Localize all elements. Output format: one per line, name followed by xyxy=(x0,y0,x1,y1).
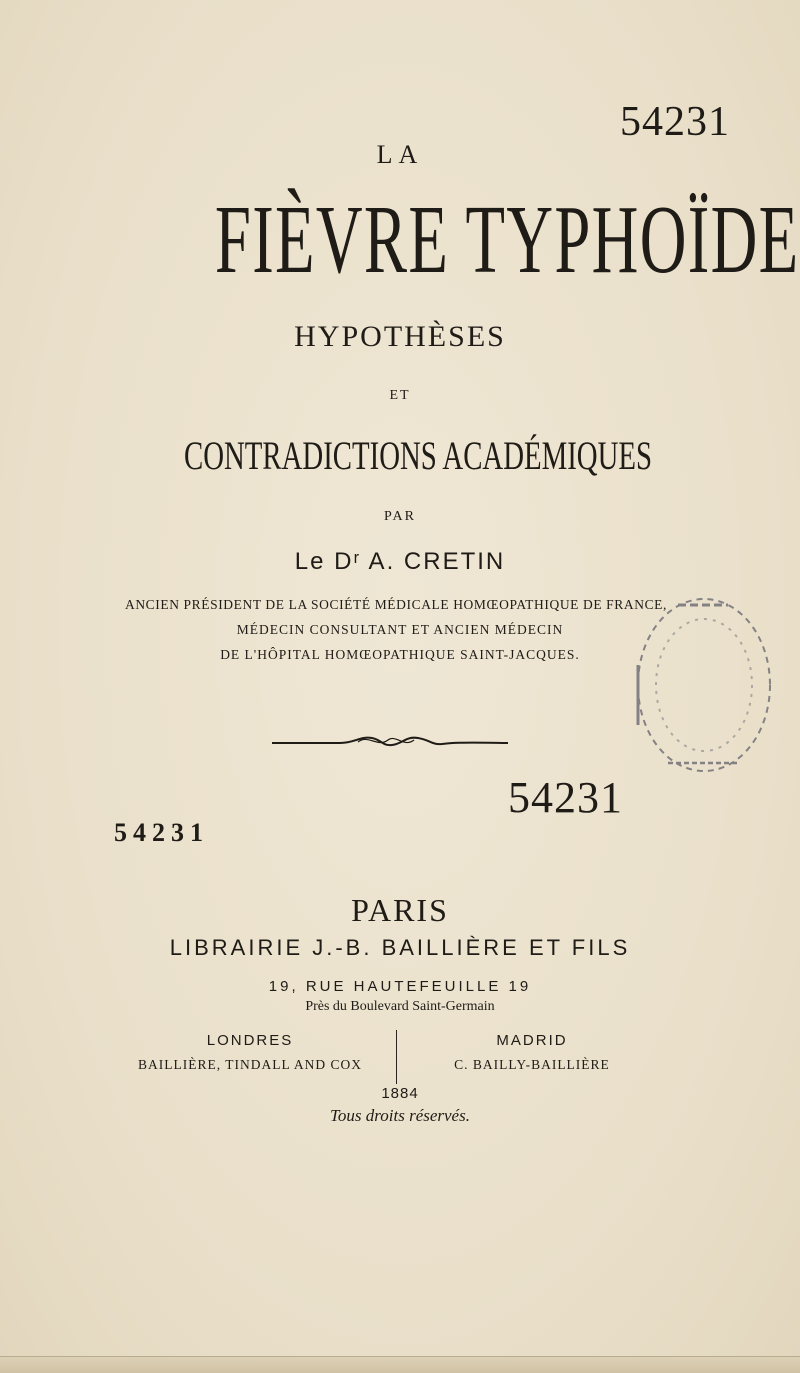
book-title: FIÈVRE TYPHOÏDE xyxy=(214,186,800,294)
author-credential-1: ANCIEN PRÉSIDENT DE LA SOCIÉTÉ MÉDICALE HOMŒOPATHIQUE DE FRANCE, xyxy=(124,597,668,612)
ornament-divider-icon xyxy=(270,730,510,754)
branch-publisher: C. BAILLY-BAILLIÈRE xyxy=(454,1057,610,1072)
subtitle-hypotheses: HYPOTHÈSES xyxy=(294,320,506,353)
author-name: Le Dʳ A. CRETIN xyxy=(294,548,506,575)
subtitle-contradictions: CONTRADICTIONS ACADÉMIQUES xyxy=(183,433,653,478)
publication-year: 1884 xyxy=(381,1085,419,1102)
publication-city: PARIS xyxy=(351,892,449,928)
shelfmark-top: 54231 xyxy=(620,99,730,145)
shelfmark-middle: 54231 xyxy=(508,773,623,822)
address-note: Près du Boulevard Saint-Germain xyxy=(305,999,495,1014)
subtitle-conjunction: ET xyxy=(389,388,411,403)
by-label: PAR xyxy=(384,509,416,524)
branch-london xyxy=(110,1032,390,1073)
author-credential-3: DE L'HÔPITAL HOMŒOPATHIQUE SAINT-JACQUES. xyxy=(220,647,580,662)
publisher-address: 19, RUE HAUTEFEUILLE 19 xyxy=(268,978,532,995)
title-article: LA xyxy=(376,140,424,169)
branch-city: MADRID xyxy=(496,1032,568,1049)
page-edge xyxy=(0,1356,800,1373)
author-credential-2: MÉDECIN CONSULTANT ET ANCIEN MÉDECIN xyxy=(236,622,564,637)
publisher-name: LIBRAIRIE J.-B. BAILLIÈRE ET FILS xyxy=(169,935,631,960)
branch-publisher: BAILLIÈRE, TINDALL AND COX xyxy=(138,1057,362,1072)
library-stamp-icon xyxy=(618,585,776,780)
branch-madrid xyxy=(392,1032,672,1073)
rights-notice: Tous droits réservés. xyxy=(330,1106,470,1125)
shelfmark-left: 54231 xyxy=(114,818,209,847)
branch-city: LONDRES xyxy=(206,1032,294,1049)
